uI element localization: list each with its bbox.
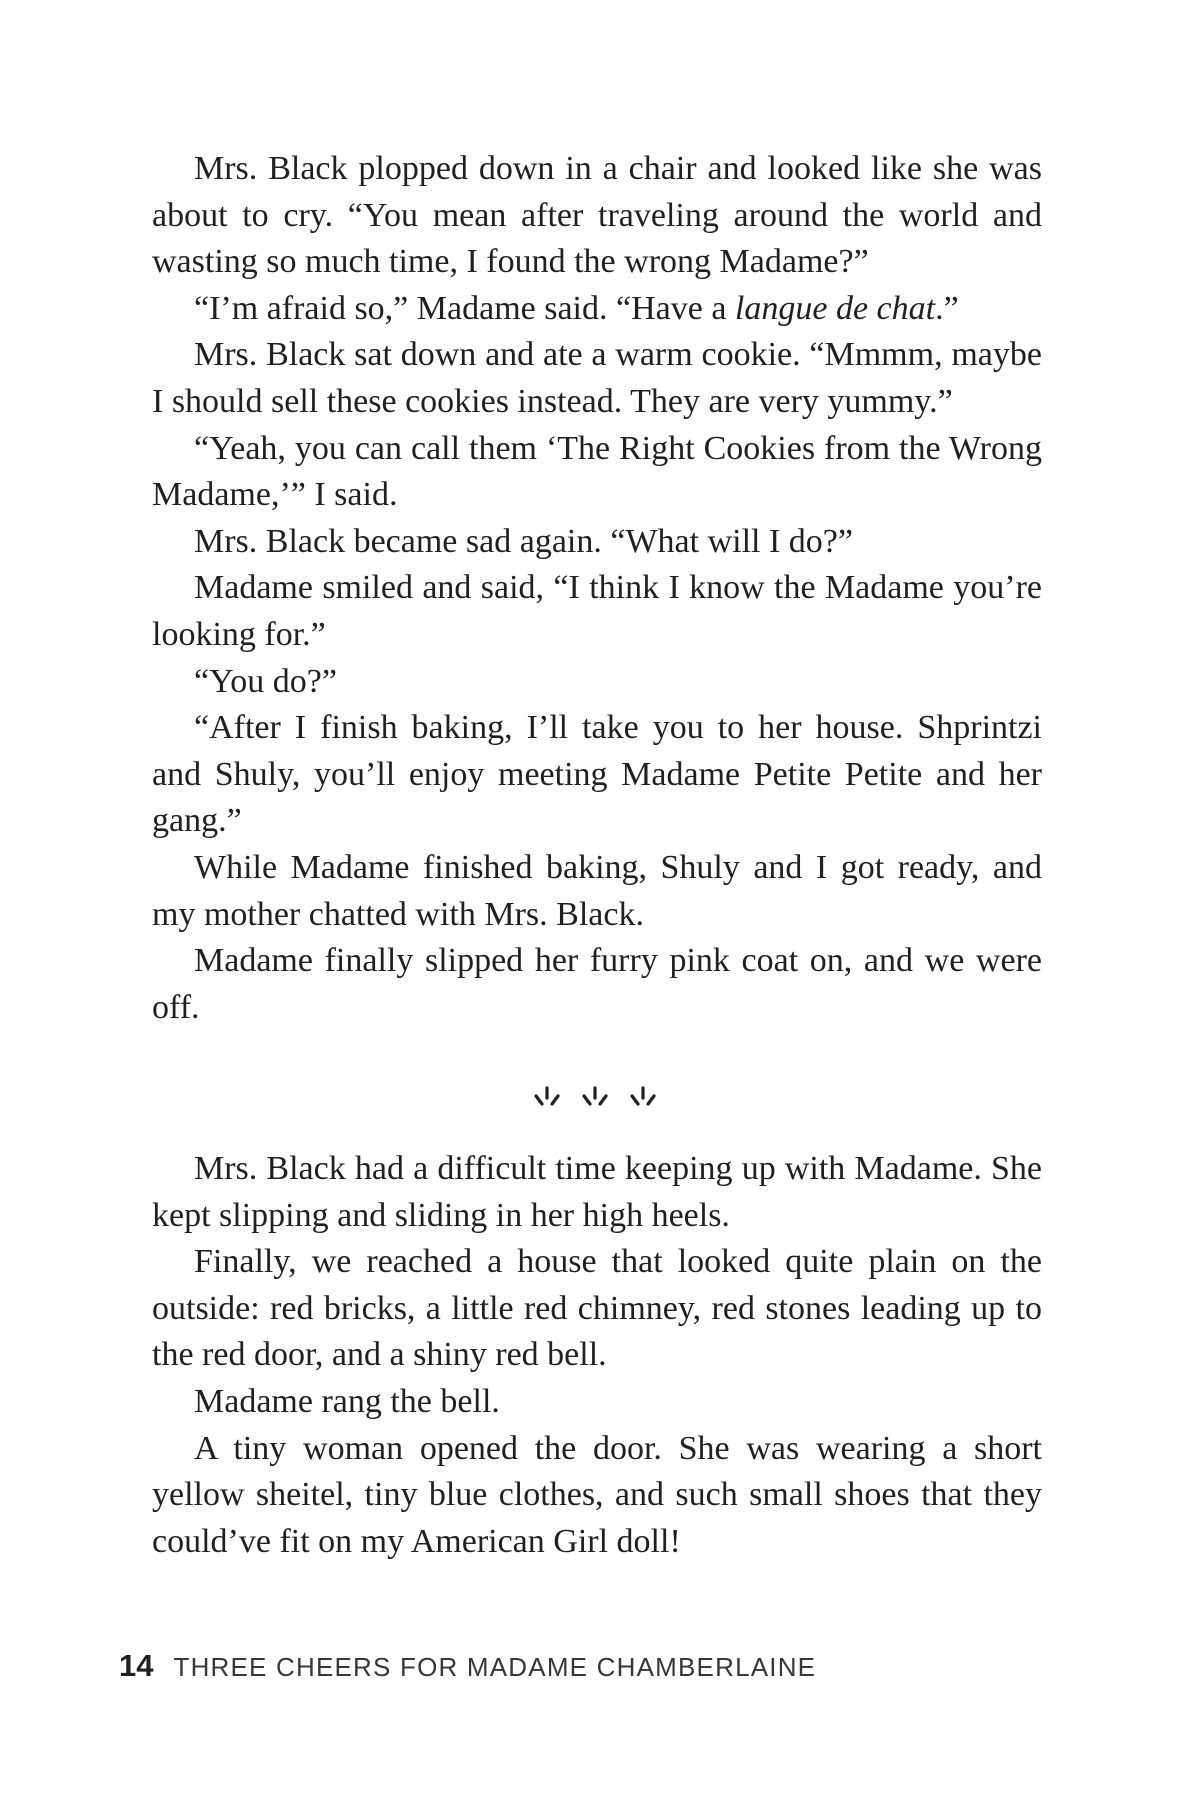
- body-text-lower: [152, 1146, 1042, 1565]
- paragraph: “I’m afraid so,” Madame said. “Have a langue de chat.”: [194, 289, 959, 327]
- paragraph: While Madame finished baking, Shuly and I got ready, and my mother chatted with Mrs. Black.: [152, 848, 1042, 933]
- paragraph: A tiny woman opened the door. She was wearing a short yellow sheitel, tiny blue clothes, and such small shoes that they could’ve fit on my American Girl doll!: [152, 1429, 1042, 1560]
- paragraph: Mrs. Black sat down and ate a warm cookie. “Mmmm, maybe I should sell these cookies instead. They are very yummy.”: [152, 336, 1042, 420]
- italic-phrase: langue de chat: [734, 289, 936, 327]
- page-footer: [119, 1648, 816, 1688]
- paragraph: “After I finish baking, I’ll take you to her house. Shprintzi and Shuly, you’ll enjoy meeting Madame Petite Petite and her gang.”: [152, 709, 1042, 840]
- sparkle-mark: [536, 1088, 558, 1104]
- running-title: THREE CHEERS FOR MADAME CHAMBERLAINE: [173, 1652, 817, 1682]
- paragraph: Madame finally slipped her furry pink coat on, and we were off.: [152, 942, 1042, 1026]
- paragraph: Madame rang the bell.: [194, 1382, 500, 1420]
- page-number: 14: [119, 1648, 154, 1683]
- paragraph: “Yeah, you can call them ‘The Right Cookies from the Wrong Madame,’” I said.: [152, 429, 1042, 514]
- scene-break-icon: [528, 1082, 668, 1112]
- paragraph: Mrs. Black plopped down in a chair and looked like she was about to cry. “You mean after traveling around the world and wasting so much time, I found the wrong Madame?”: [152, 150, 1042, 281]
- scene-break-glyphs: [528, 1082, 668, 1112]
- paragraph: Finally, we reached a house that looked quite plain on the outside: red bricks, a little red chimney, red stones leading up to the red door, and a shiny red bell.: [152, 1243, 1042, 1374]
- body-text-upper: [152, 146, 1042, 1031]
- sparkle-mark: [632, 1088, 654, 1104]
- sparkle-mark: [584, 1088, 606, 1104]
- paragraph: Mrs. Black had a difficult time keeping up with Madame. She kept slipping and sliding in her high heels.: [152, 1150, 1042, 1234]
- paragraph: Mrs. Black became sad again. “What will I do?”: [194, 522, 853, 560]
- paragraph: “You do?”: [194, 662, 337, 700]
- paragraph: Madame smiled and said, “I think I know the Madame you’re looking for.”: [152, 569, 1042, 653]
